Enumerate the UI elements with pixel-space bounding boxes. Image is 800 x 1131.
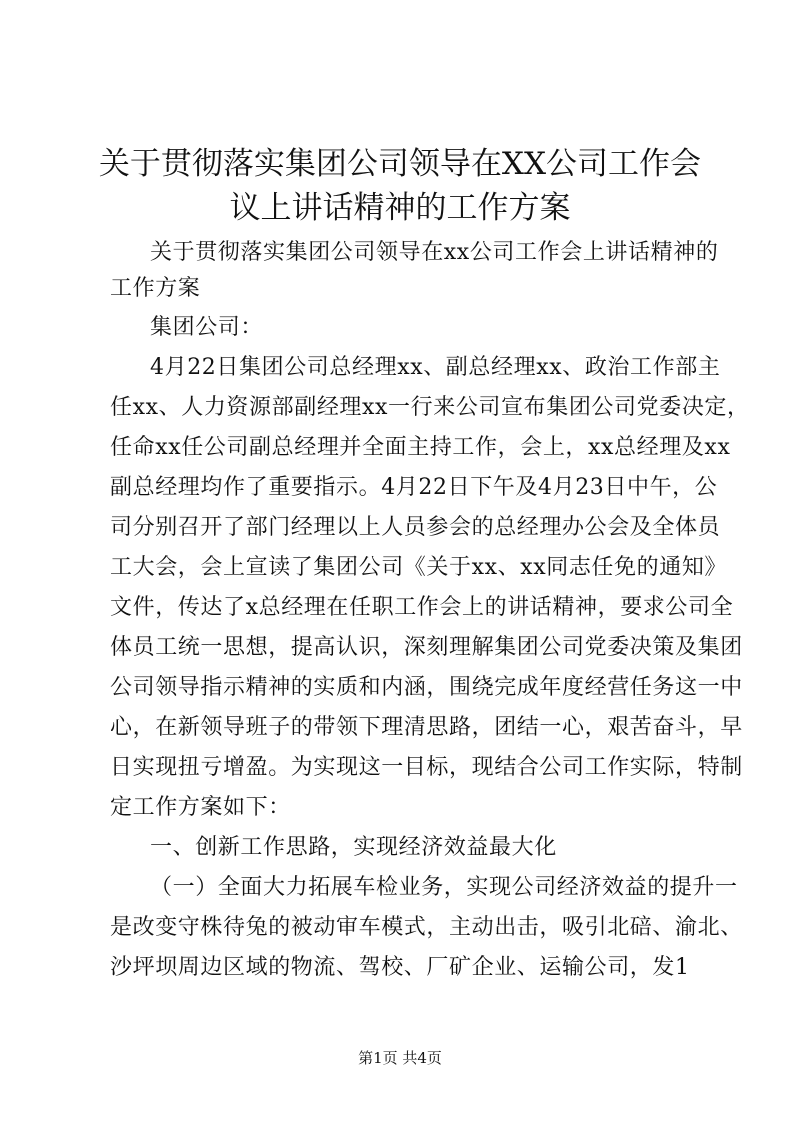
body-line: 公司领导指示精神的实质和内涵，围绕完成年度经营任务这一中 [110, 675, 743, 700]
body-line: 文件，传达了x总经理在任职工作会上的讲话精神，要求公司全 [110, 595, 734, 620]
body-line: 体员工统一思想，提高认识，深刻理解集团公司党委决策及集团 [110, 635, 743, 660]
body-line: 任命xx任公司副总经理并全面主持工作，会上，xx总经理及xx [110, 435, 731, 460]
document-title-line-1: 关于贯彻落实集团公司领导在XX公司工作会 [98, 146, 702, 182]
section-heading: 一、创新工作思路，实现经济效益最大化 [150, 835, 557, 860]
body-line: 任xx、人力资源部副经理xx一行来公司宣布集团公司党委决定， [110, 395, 750, 420]
body-line: 日实现扭亏增盈。为实现这一目标，现结合公司工作实际，特制 [110, 755, 743, 780]
body-line: 工大会，会上宣读了集团公司《关于xx、xx同志任免的通知》 [110, 555, 728, 580]
page-footer: 第1页 共4页 [358, 1049, 442, 1067]
body-line: 关于贯彻落实集团公司领导在xx公司工作会上讲话精神的 [150, 240, 719, 265]
body-line: 是改变守株待兔的被动审车模式，主动出击，吸引北碚、渝北、 [110, 915, 743, 940]
document-title-line-2: 议上讲话精神的工作方案 [229, 190, 571, 226]
body-line: 集团公司： [150, 315, 264, 340]
body-line: 心，在新领导班子的带领下理清思路，团结一心，艰苦奋斗，早 [110, 715, 743, 740]
body-line: 4月22日集团公司总经理xx、副总经理xx、政治工作部主 [150, 355, 721, 380]
body-line: 副总经理均作了重要指示。4月22日下午及4月23日中午，公 [110, 475, 718, 500]
subsection-line: （一）全面大力拓展车检业务，实现公司经济效益的提升一 [150, 875, 738, 900]
body-line: 沙坪坝周边区域的物流、驾校、厂矿企业、运输公司，发1 [110, 955, 690, 980]
body-line: 司分别召开了部门经理以上人员参会的总经理办公会及全体员 [110, 515, 721, 540]
body-line: 工作方案 [110, 276, 201, 301]
body-line: 定工作方案如下： [110, 795, 291, 820]
